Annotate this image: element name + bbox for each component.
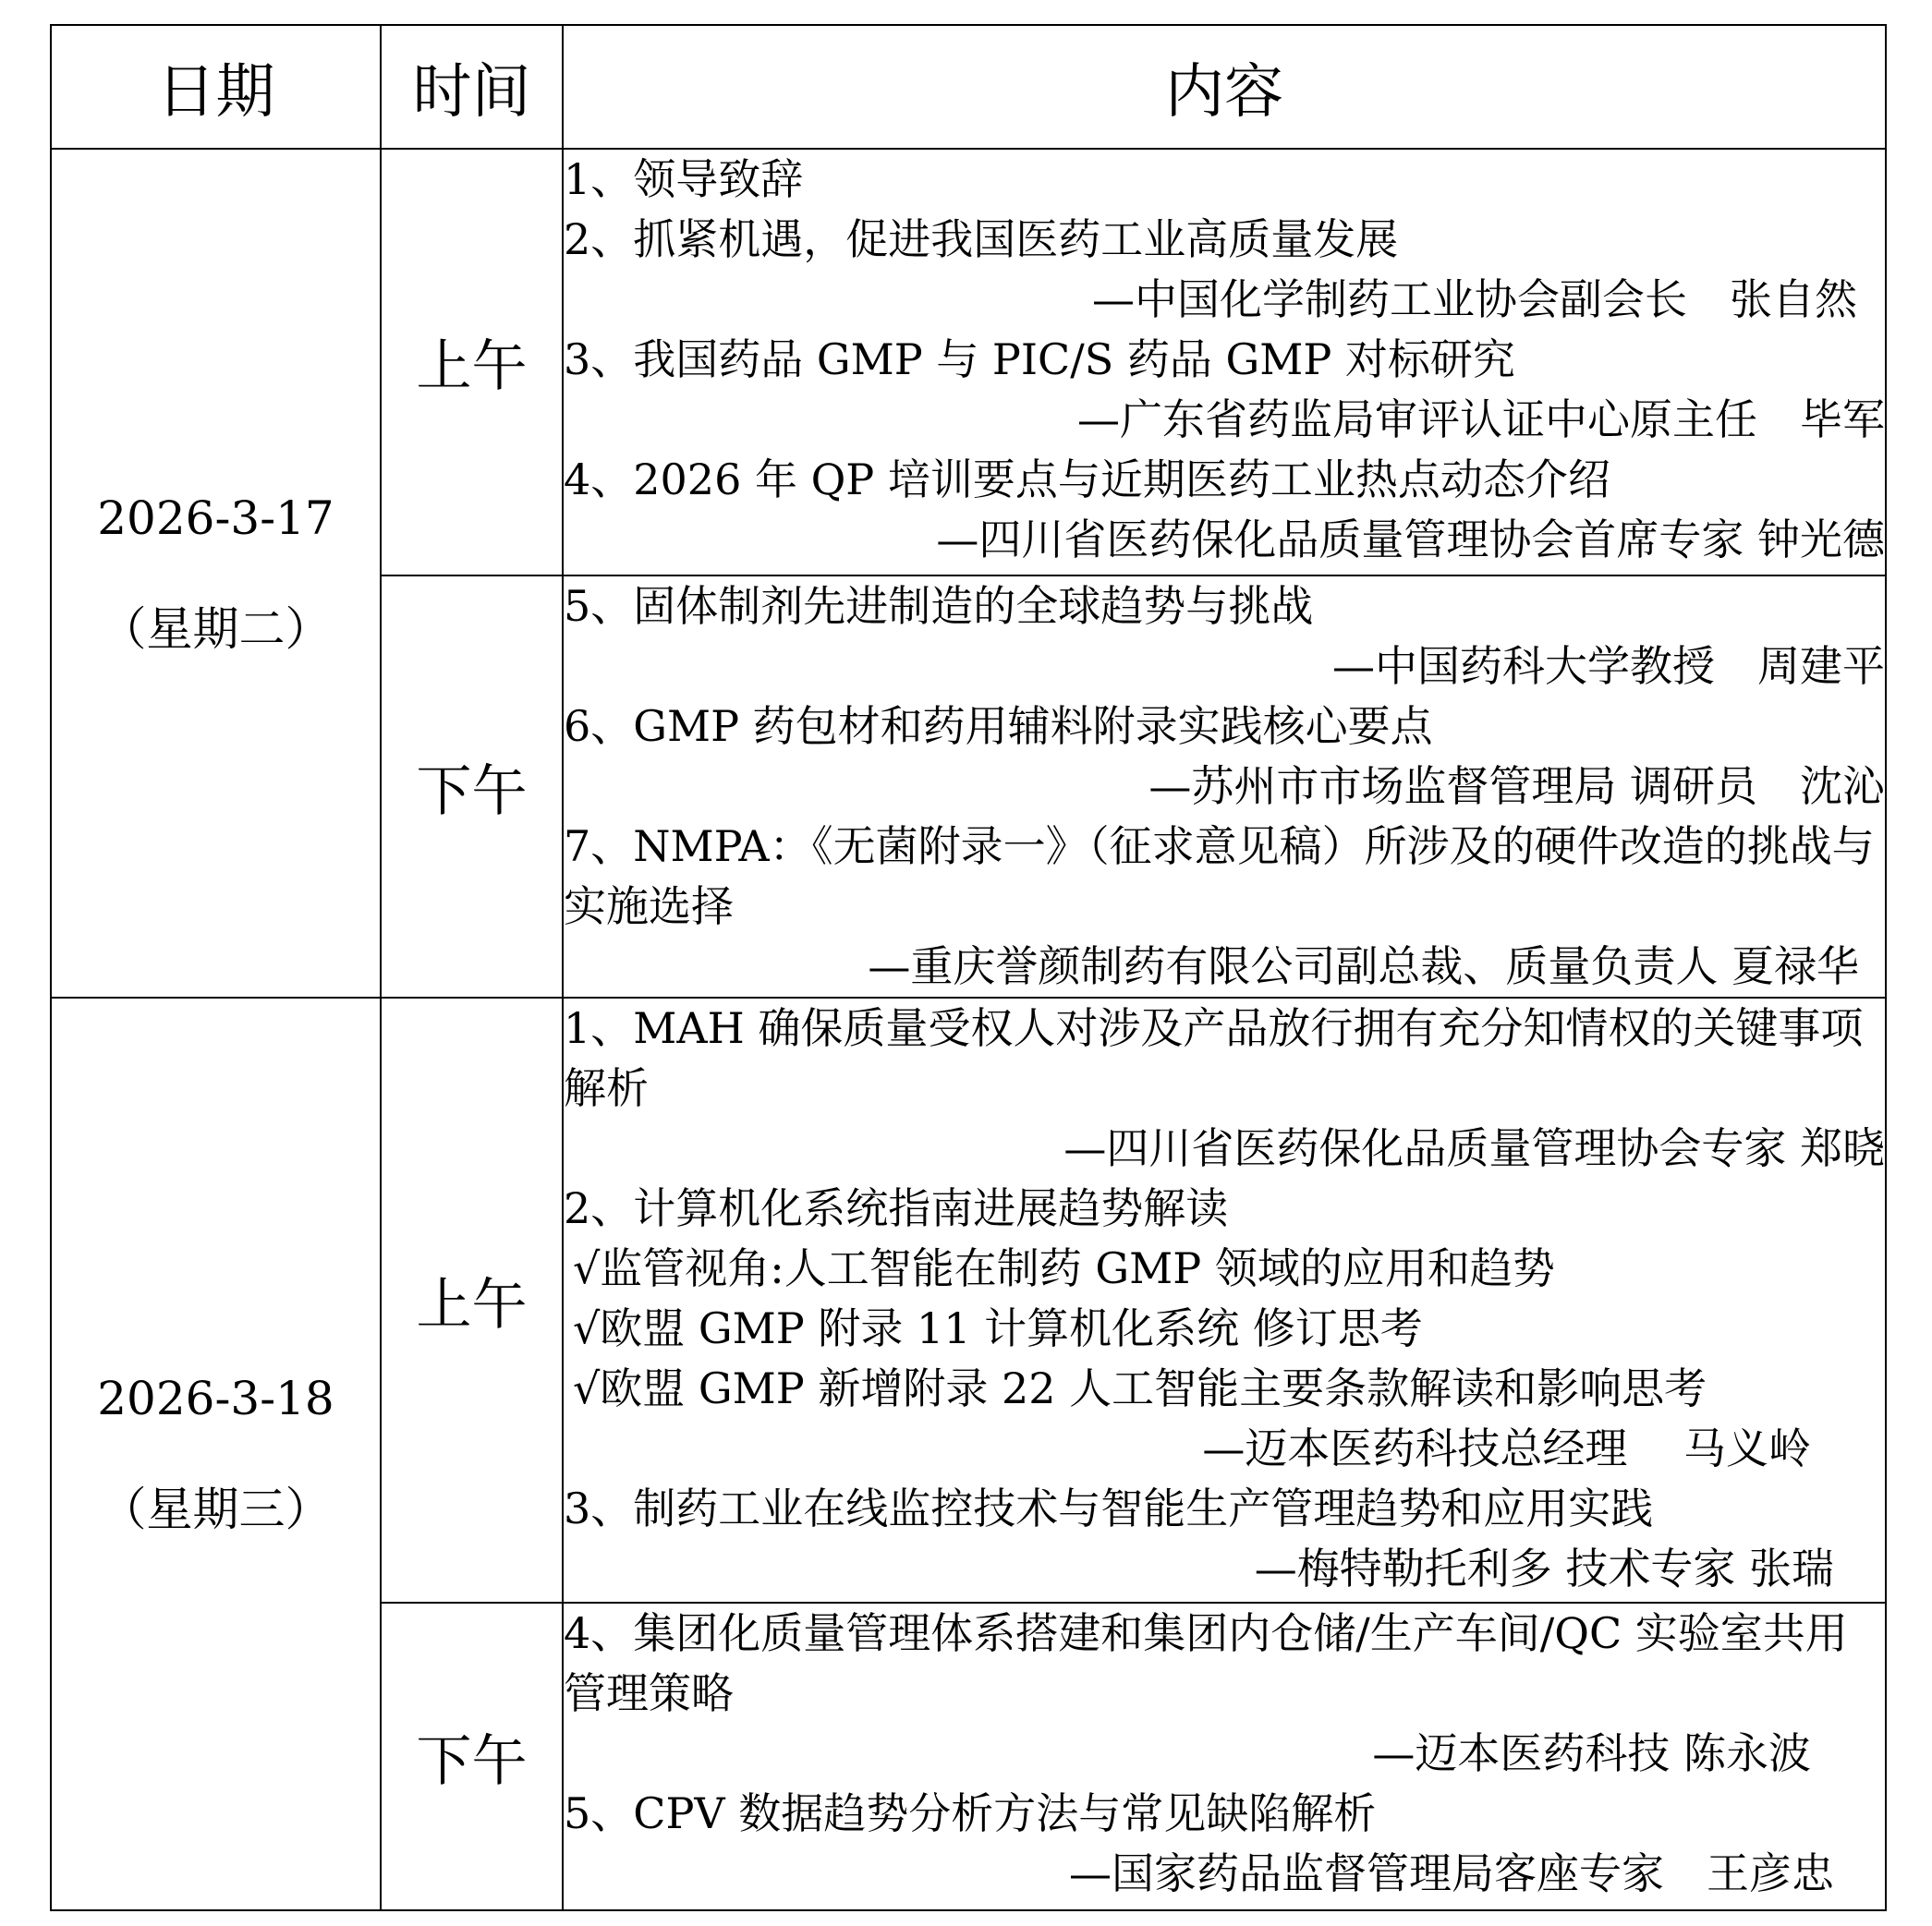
speaker-line: —四川省医药保化品质量管理协会专家 郑晓 [1063, 1123, 1885, 1173]
speaker-line: —四川省医药保化品质量管理协会首席专家 钟光德 [936, 515, 1885, 564]
check-line: √欧盟 GMP 新增附录 22 人工智能主要条款解读和影响思考 [573, 1363, 1707, 1413]
agenda-line: 2、抓紧机遇，促进我国医药工业高质量发展 [564, 214, 1399, 264]
check-line: √欧盟 GMP 附录 11 计算机化系统 修订思考 [573, 1303, 1423, 1353]
agenda-line: 2、计算机化系统指南进展趋势解读 [564, 1183, 1229, 1233]
agenda-line: 4、集团化质量管理体系搭建和集团内仓储/生产车间/QC 实验室共用管理策略 [564, 1608, 1848, 1718]
day1-date-cell [51, 149, 381, 998]
day2-afternoon-content [563, 1603, 1886, 1910]
day1-morning-period: 上午 [381, 149, 563, 575]
header-date: 日期 [51, 25, 381, 149]
speaker-line: —苏州市市场监督管理局 调研员 沈沁 [1148, 761, 1885, 811]
agenda-line: 6、GMP 药包材和药用辅料附录实践核心要点 [564, 701, 1433, 751]
speaker-line: —迈本医药科技总经理 马义岭 [1202, 1423, 1811, 1473]
speaker-line: —重庆誉颜制药有限公司副总裁、质量负责人 夏禄华 [868, 941, 1859, 991]
agenda-line: 5、CPV 数据趋势分析方法与常见缺陷解析 [564, 1788, 1377, 1838]
day2-date-cell [51, 998, 381, 1910]
agenda-line: 5、固体制剂先进制造的全球趋势与挑战 [564, 581, 1314, 631]
day2-morning-row [51, 998, 1886, 1603]
agenda-line: 7、NMPA：《无菌附录一》（征求意见稿）所涉及的硬件改造的挑战与实施选择 [564, 821, 1875, 931]
speaker-line: —中国药科大学教授 周建平 [1332, 641, 1885, 691]
header-row [51, 25, 1886, 149]
day2-date: 2026-3-18 [97, 1372, 334, 1425]
agenda-line: 1、领导致辞 [564, 154, 804, 204]
day1-weekday: （星期二） [100, 601, 332, 656]
check-line: √监管视角:人工智能在制药 GMP 领域的应用和趋势 [573, 1243, 1555, 1293]
speaker-line: —广东省药监局审评认证中心原主任 毕军 [1077, 394, 1885, 444]
day2-weekday: （星期三） [100, 1483, 332, 1536]
agenda-line: 1、MAH 确保质量受权人对涉及产品放行拥有充分知情权的关键事项解析 [564, 1003, 1864, 1113]
agenda-line: 3、我国药品 GMP 与 PIC/S 药品 GMP 对标研究 [564, 334, 1515, 384]
day1-afternoon-period: 下午 [381, 575, 563, 998]
day1-date: 2026-3-17 [97, 491, 334, 545]
agenda-line: 3、制药工业在线监控技术与智能生产管理趋势和应用实践 [564, 1484, 1654, 1533]
agenda-line: 4、2026 年 QP 培训要点与近期医药工业热点动态介绍 [564, 454, 1610, 504]
speaker-line: —国家药品监督管理局客座专家 王彦忠 [1069, 1848, 1834, 1898]
speaker-line: —梅特勒托利多 技术专家 张瑞 [1254, 1544, 1834, 1593]
header-content: 内容 [563, 25, 1886, 149]
day1-morning-content [563, 149, 1886, 575]
day2-morning-period: 上午 [381, 998, 563, 1603]
speaker-line: —迈本医药科技 陈永波 [1372, 1728, 1811, 1778]
agenda-table [50, 24, 1887, 1911]
day2-afternoon-period: 下午 [381, 1603, 563, 1910]
day1-afternoon-content [563, 575, 1886, 998]
day2-morning-content [563, 998, 1886, 1603]
speaker-line: —中国化学制药工业协会副会长 张自然 [1092, 274, 1857, 324]
header-time: 时间 [381, 25, 563, 149]
day1-morning-row [51, 149, 1886, 575]
